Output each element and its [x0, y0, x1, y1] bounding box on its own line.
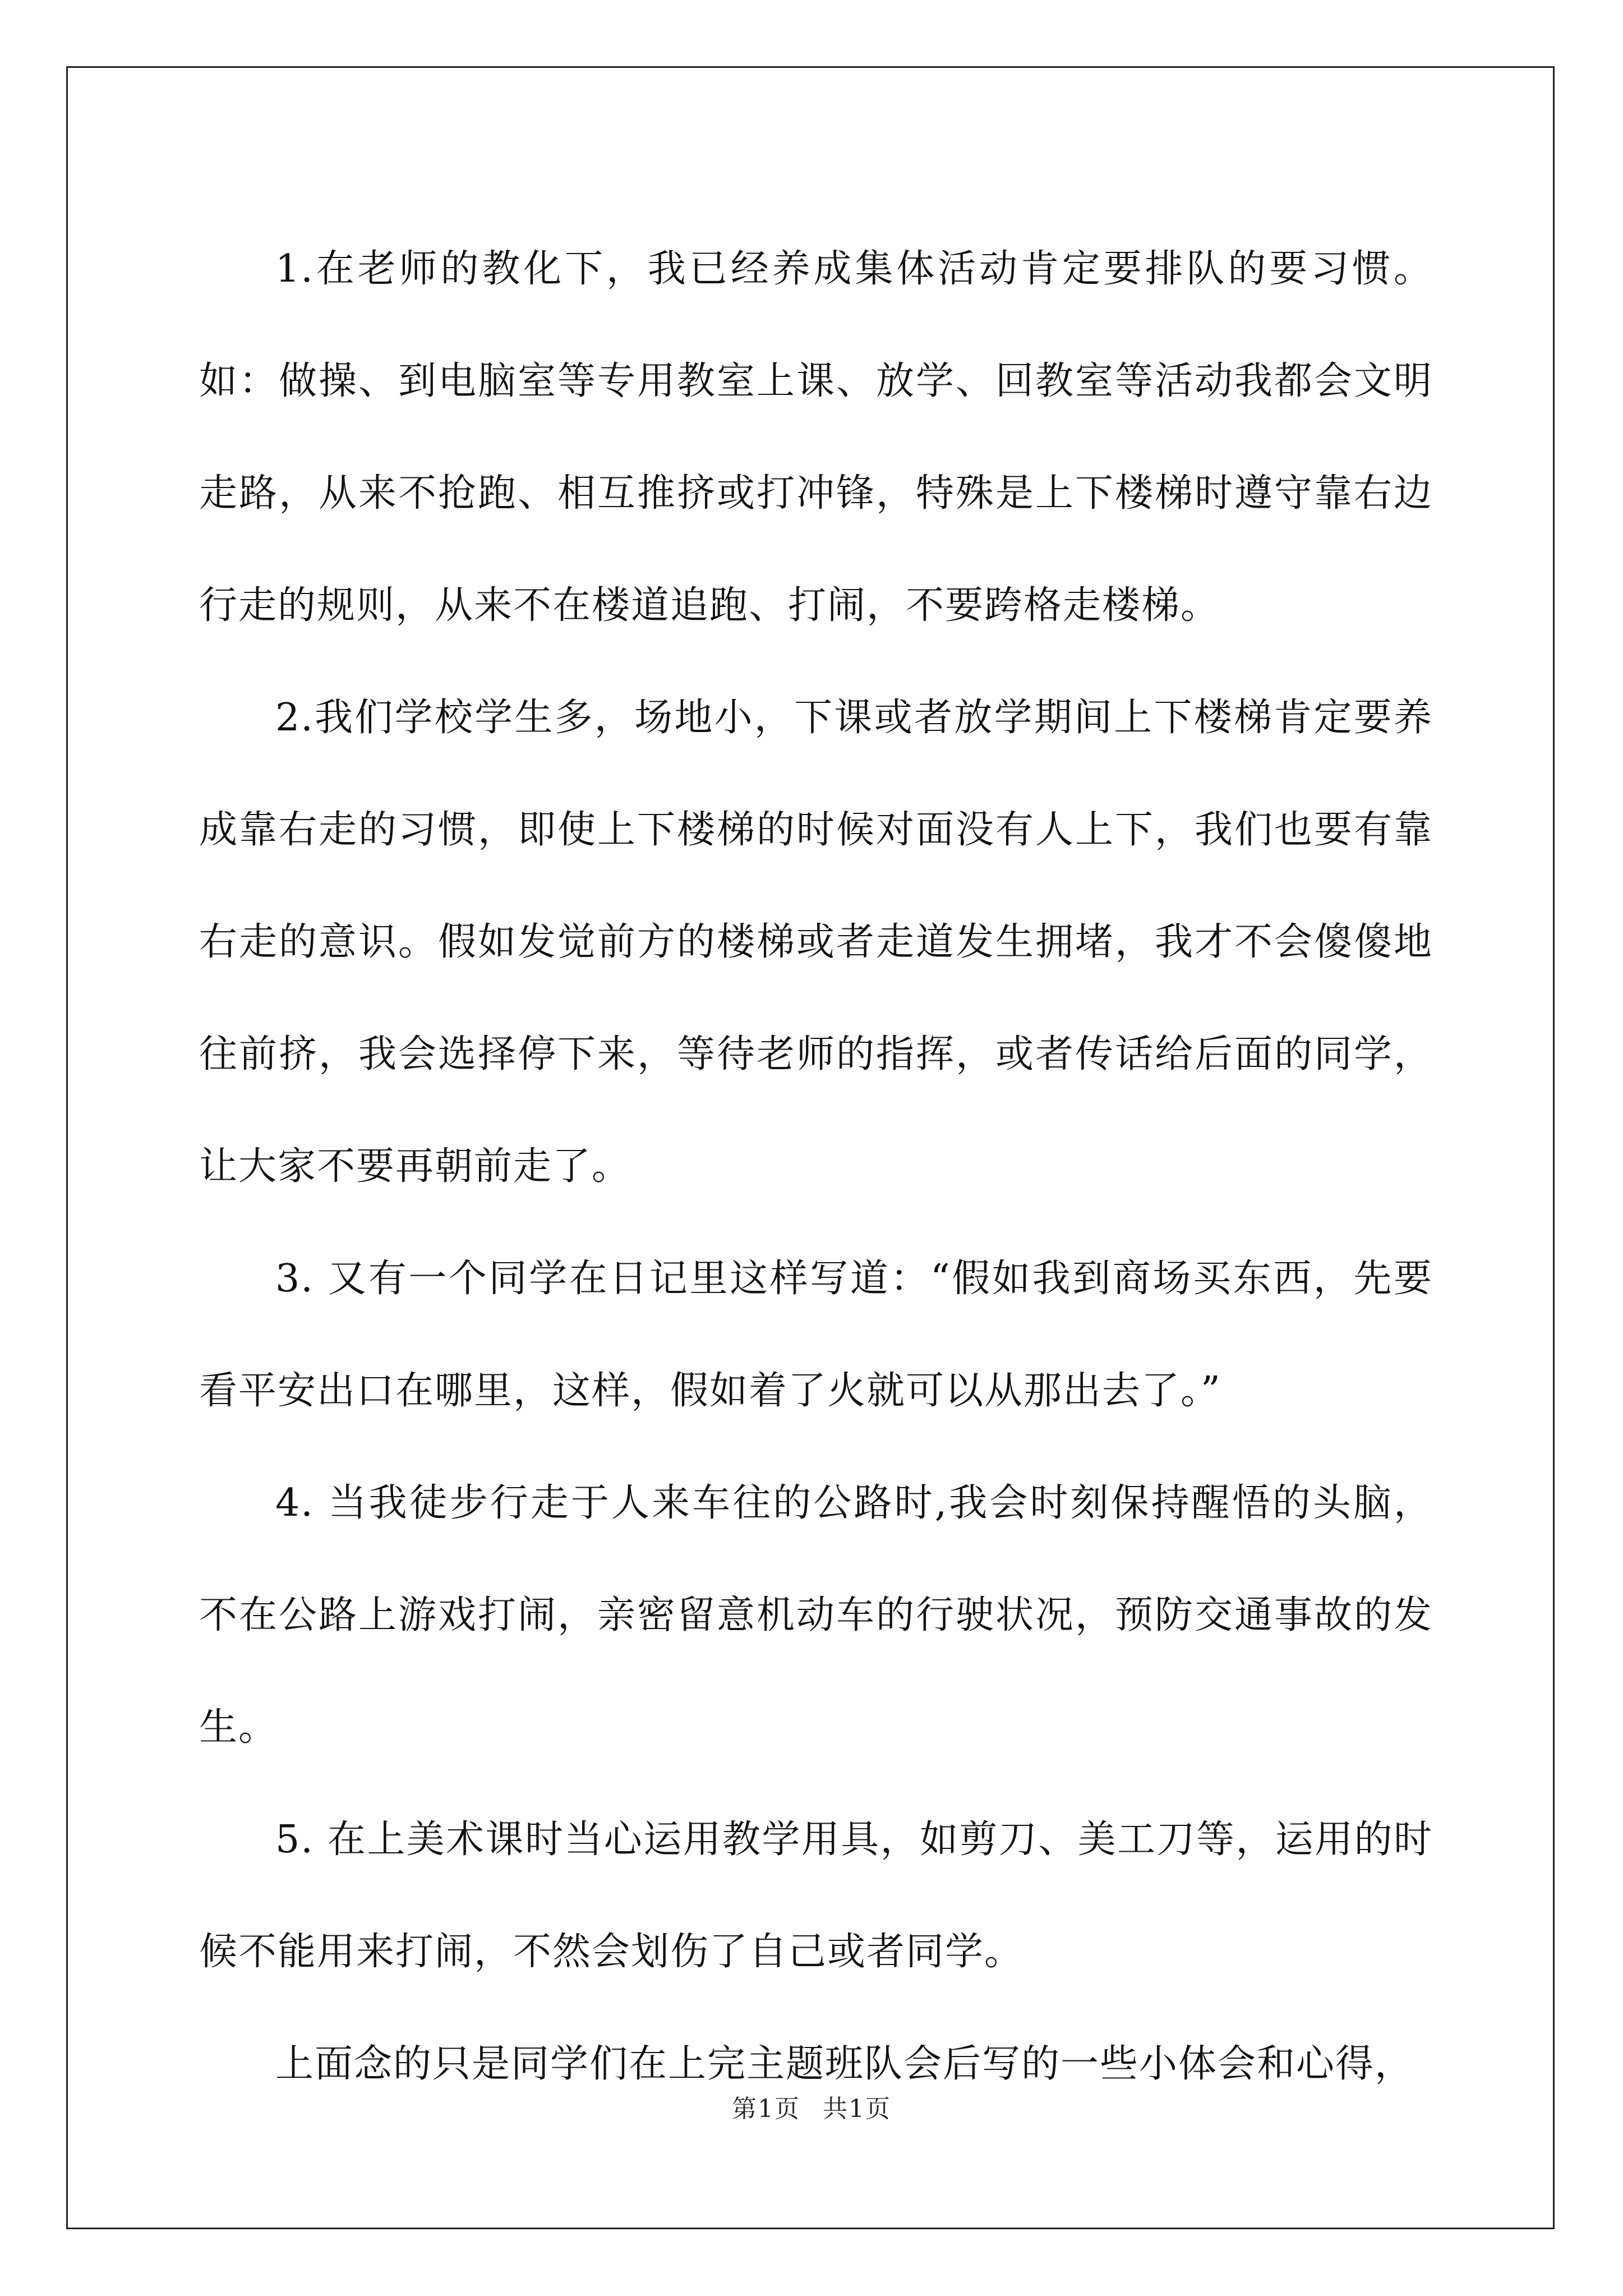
total-pages-label: 共1页 [823, 2095, 891, 2123]
paragraph-1: 1.在老师的教化下，我已经养成集体活动肯定要排队的要习惯。如：做操、到电脑室等专用教室上课、放学、回教室等活动我都会文明走路，从来不抢跑、相互推挤或打冲锋，特殊是上下楼梯时遵守靠右边行走的规则，从来不在楼道追跑、打闹，不要跨格走楼梯。 [199, 247, 1433, 628]
paragraph-4: 4. 当我徒步行走于人来车往的公路时,我会时刻保持醒悟的头脑，不在公路上游戏打闹，亲密留意机动车的行驶状况，预防交通事故的发生。 [199, 1481, 1433, 1750]
paragraph-6: 上面念的只是同学们在上完主题班队会后写的一些小体会和心得， [275, 2042, 1414, 2086]
paragraph-3: 3. 又有一个同学在日记里这样写道：“假如我到商场买东西，先要看平安出口在哪里，这样，假如着了火就可以从那出去了。” [199, 1257, 1433, 1413]
page-footer [0, 2092, 1623, 2126]
current-page-label: 第1页 [732, 2095, 800, 2123]
paragraph-5: 5. 在上美术课时当心运用教学用具，如剪刀、美工刀等，运用的时候不能用来打闹，不然会划伤了自己或者同学。 [199, 1818, 1433, 1974]
document-body [199, 213, 1433, 2120]
paragraph-2: 2.我们学校学生多，场地小，下课或者放学期间上下楼梯肯定要养成靠右走的习惯，即使上下楼梯的时候对面没有人上下，我们也要有靠右走的意识。假如发觉前方的楼梯或者走道发生拥堵，我才不会傻傻地往前挤，我会选择停下来，等待老师的指挥，或者传话给后面的同学，让大家不要再朝前走了。 [199, 696, 1433, 1189]
